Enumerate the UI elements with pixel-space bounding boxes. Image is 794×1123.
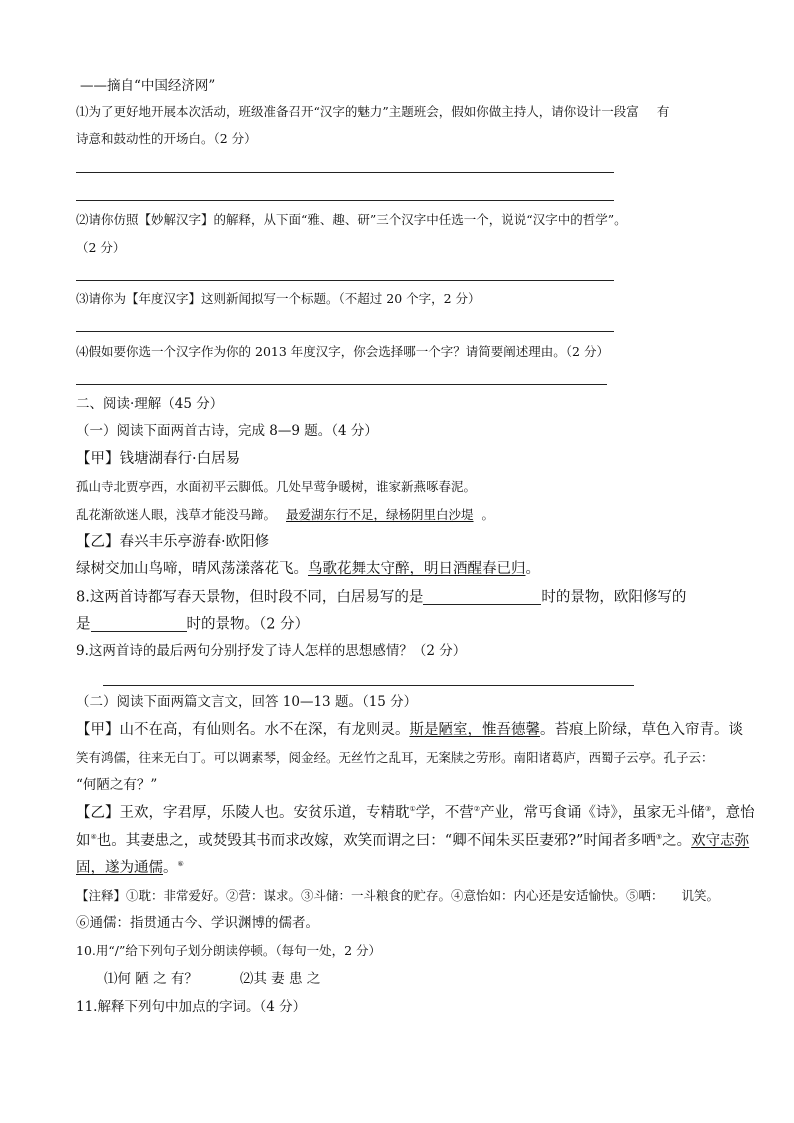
question-8-line-2: 是 时的景物。（2 分） — [76, 616, 310, 633]
answer-line[interactable] — [76, 384, 607, 385]
poem-a-line-2: 乱花渐欲迷人眼，浅草才能没马蹄。 最爱湖东行不足，绿杨阴里白沙堤 。 — [76, 507, 495, 522]
footnote-mark: ② — [473, 805, 481, 814]
question-4-line-1: ⑷假如要你选一个汉字作为你的 2013 年度汉字，你会选择哪一个字？请简要阐述理由。（2 分） — [76, 344, 609, 359]
footnote-mark: ⑥ — [177, 860, 184, 869]
notes-line-2: ⑥通儒：指贯通古今、学识渊博的儒者。 — [76, 915, 319, 931]
text-a-underlined: 斯是陋室，惟吾德馨 — [409, 722, 540, 738]
text-b-line-2: 如④也。其妻患之，或焚毁其书而求改嫁，欢笑而谓之曰：“卿不闻朱买臣妻邪?”时闻者多哂⑤之。欢守志弥 — [76, 833, 750, 849]
answer-line[interactable] — [76, 172, 614, 173]
question-1-line-1: ⑴为了更好地开展本次活动，班级准备召开“汉字的魅力”主题班会，假如你做主持人，请你设计一段富 有 — [76, 104, 670, 119]
answer-line[interactable] — [103, 685, 634, 686]
question-2-line-2: （2 分） — [76, 240, 126, 255]
question-11-line-1: 11.解释下列句中加点的字词。（4 分） — [76, 999, 307, 1015]
text-b-line-1: 【乙】王欢，字君厚，乐陵人也。安贫乐道，专精耽①学，不营②产业，常丐食诵《诗》，虽家无斗储③，意怡 — [76, 805, 755, 821]
question-2-line-1: ⑵请你仿照【妙解汉字】的解释，从下面“雅、趣、研”三个汉字中任选一个，说说“汉字中的哲学”。 — [76, 212, 627, 227]
footnote-mark: ① — [409, 805, 416, 814]
poem-a-line-1: 孤山寺北贾亭西，水面初平云脚低。几处早莺争暖树，谁家新燕啄春泥。 — [76, 479, 477, 494]
text-a-line-1: 【甲】山不在高，有仙则名。水不在深，有龙则灵。斯是陋室，惟吾德馨。苔痕上阶绿，草色入帘青。谈 — [76, 722, 743, 738]
footnote-mark: ③ — [704, 805, 712, 814]
notes-line-1: 【注释】①耽：非常爱好。②营：谋求。③斗储：一斗粮食的贮存。④意怡如：内心还是安适愉快。⑤哂： 讥笑。 — [76, 888, 720, 903]
question-9-line-1: 9.这两首诗的最后两句分别抒发了诗人怎样的思想感情？（2 分） — [76, 643, 467, 659]
answer-line[interactable] — [76, 331, 614, 332]
text-b-line-3: 固，遂为通儒。⑥ — [76, 860, 184, 876]
section-heading: 二、阅读·理解（45 分） — [76, 396, 224, 412]
text-a-line-2: 笑有鸿儒，往来无白丁。可以调素琴，阅金经。无丝竹之乱耳，无案牍之劳形。南阳诸葛庐，西蜀子云亭。孔子云： — [76, 750, 714, 765]
part-1-title: （一）阅读下面两首古诗，完成 8—9 题。（4 分） — [76, 423, 378, 439]
question-3-line-1: ⑶请你为【年度汉字】这则新闻拟写一个标题。（不超过 20 个字，2 分） — [76, 291, 481, 306]
question-10-items: ⑴何 陋 之 有？ ⑵其 妻 患 之 — [104, 971, 321, 987]
text-a-line-3: “何陋之有？” — [76, 777, 158, 793]
source-line: ——摘自“中国经济网” — [80, 78, 216, 94]
question-1-line-2: 诗意和鼓动性的开场白。（2 分） — [76, 131, 257, 146]
fill-blank[interactable] — [91, 617, 187, 632]
footnote-mark: ⑤ — [655, 833, 663, 842]
text-b-underlined: 欢守志弥 — [691, 833, 750, 849]
footnote-mark: ④ — [90, 833, 97, 842]
poem-a-underlined: 最爱湖东行不足，绿杨阴里白沙堤 — [286, 507, 474, 522]
fill-blank[interactable] — [423, 590, 541, 605]
question-10-line-1: 10.用“/”给下列句子划分朗读停顿。（每句一处，2 分） — [76, 943, 382, 958]
poem-b-underlined: 鸟歌花舞太守醉，明日酒醒春已归 — [308, 561, 526, 577]
answer-line[interactable] — [76, 280, 614, 281]
question-8-line-1: 8.这两首诗都写春天景物，但时段不同，白居易写的是 时的景物，欧阳修写的 — [76, 589, 687, 606]
answer-line[interactable] — [76, 200, 614, 201]
text-b-underlined: 固，遂为通儒 — [76, 860, 163, 876]
poem-b-line: 绿树交加山鸟啼，晴风荡漾落花飞。鸟歌花舞太守醉，明日酒醒春已归。 — [76, 561, 540, 577]
part-2-title: （二）阅读下面两篇文言文，回答 10—13 题。（15 分） — [76, 694, 418, 710]
poem-b-title: 【乙】春兴丰乐亭游春·欧阳修 — [76, 534, 270, 550]
poem-a-title: 【甲】钱塘湖春行·白居易 — [76, 451, 241, 467]
